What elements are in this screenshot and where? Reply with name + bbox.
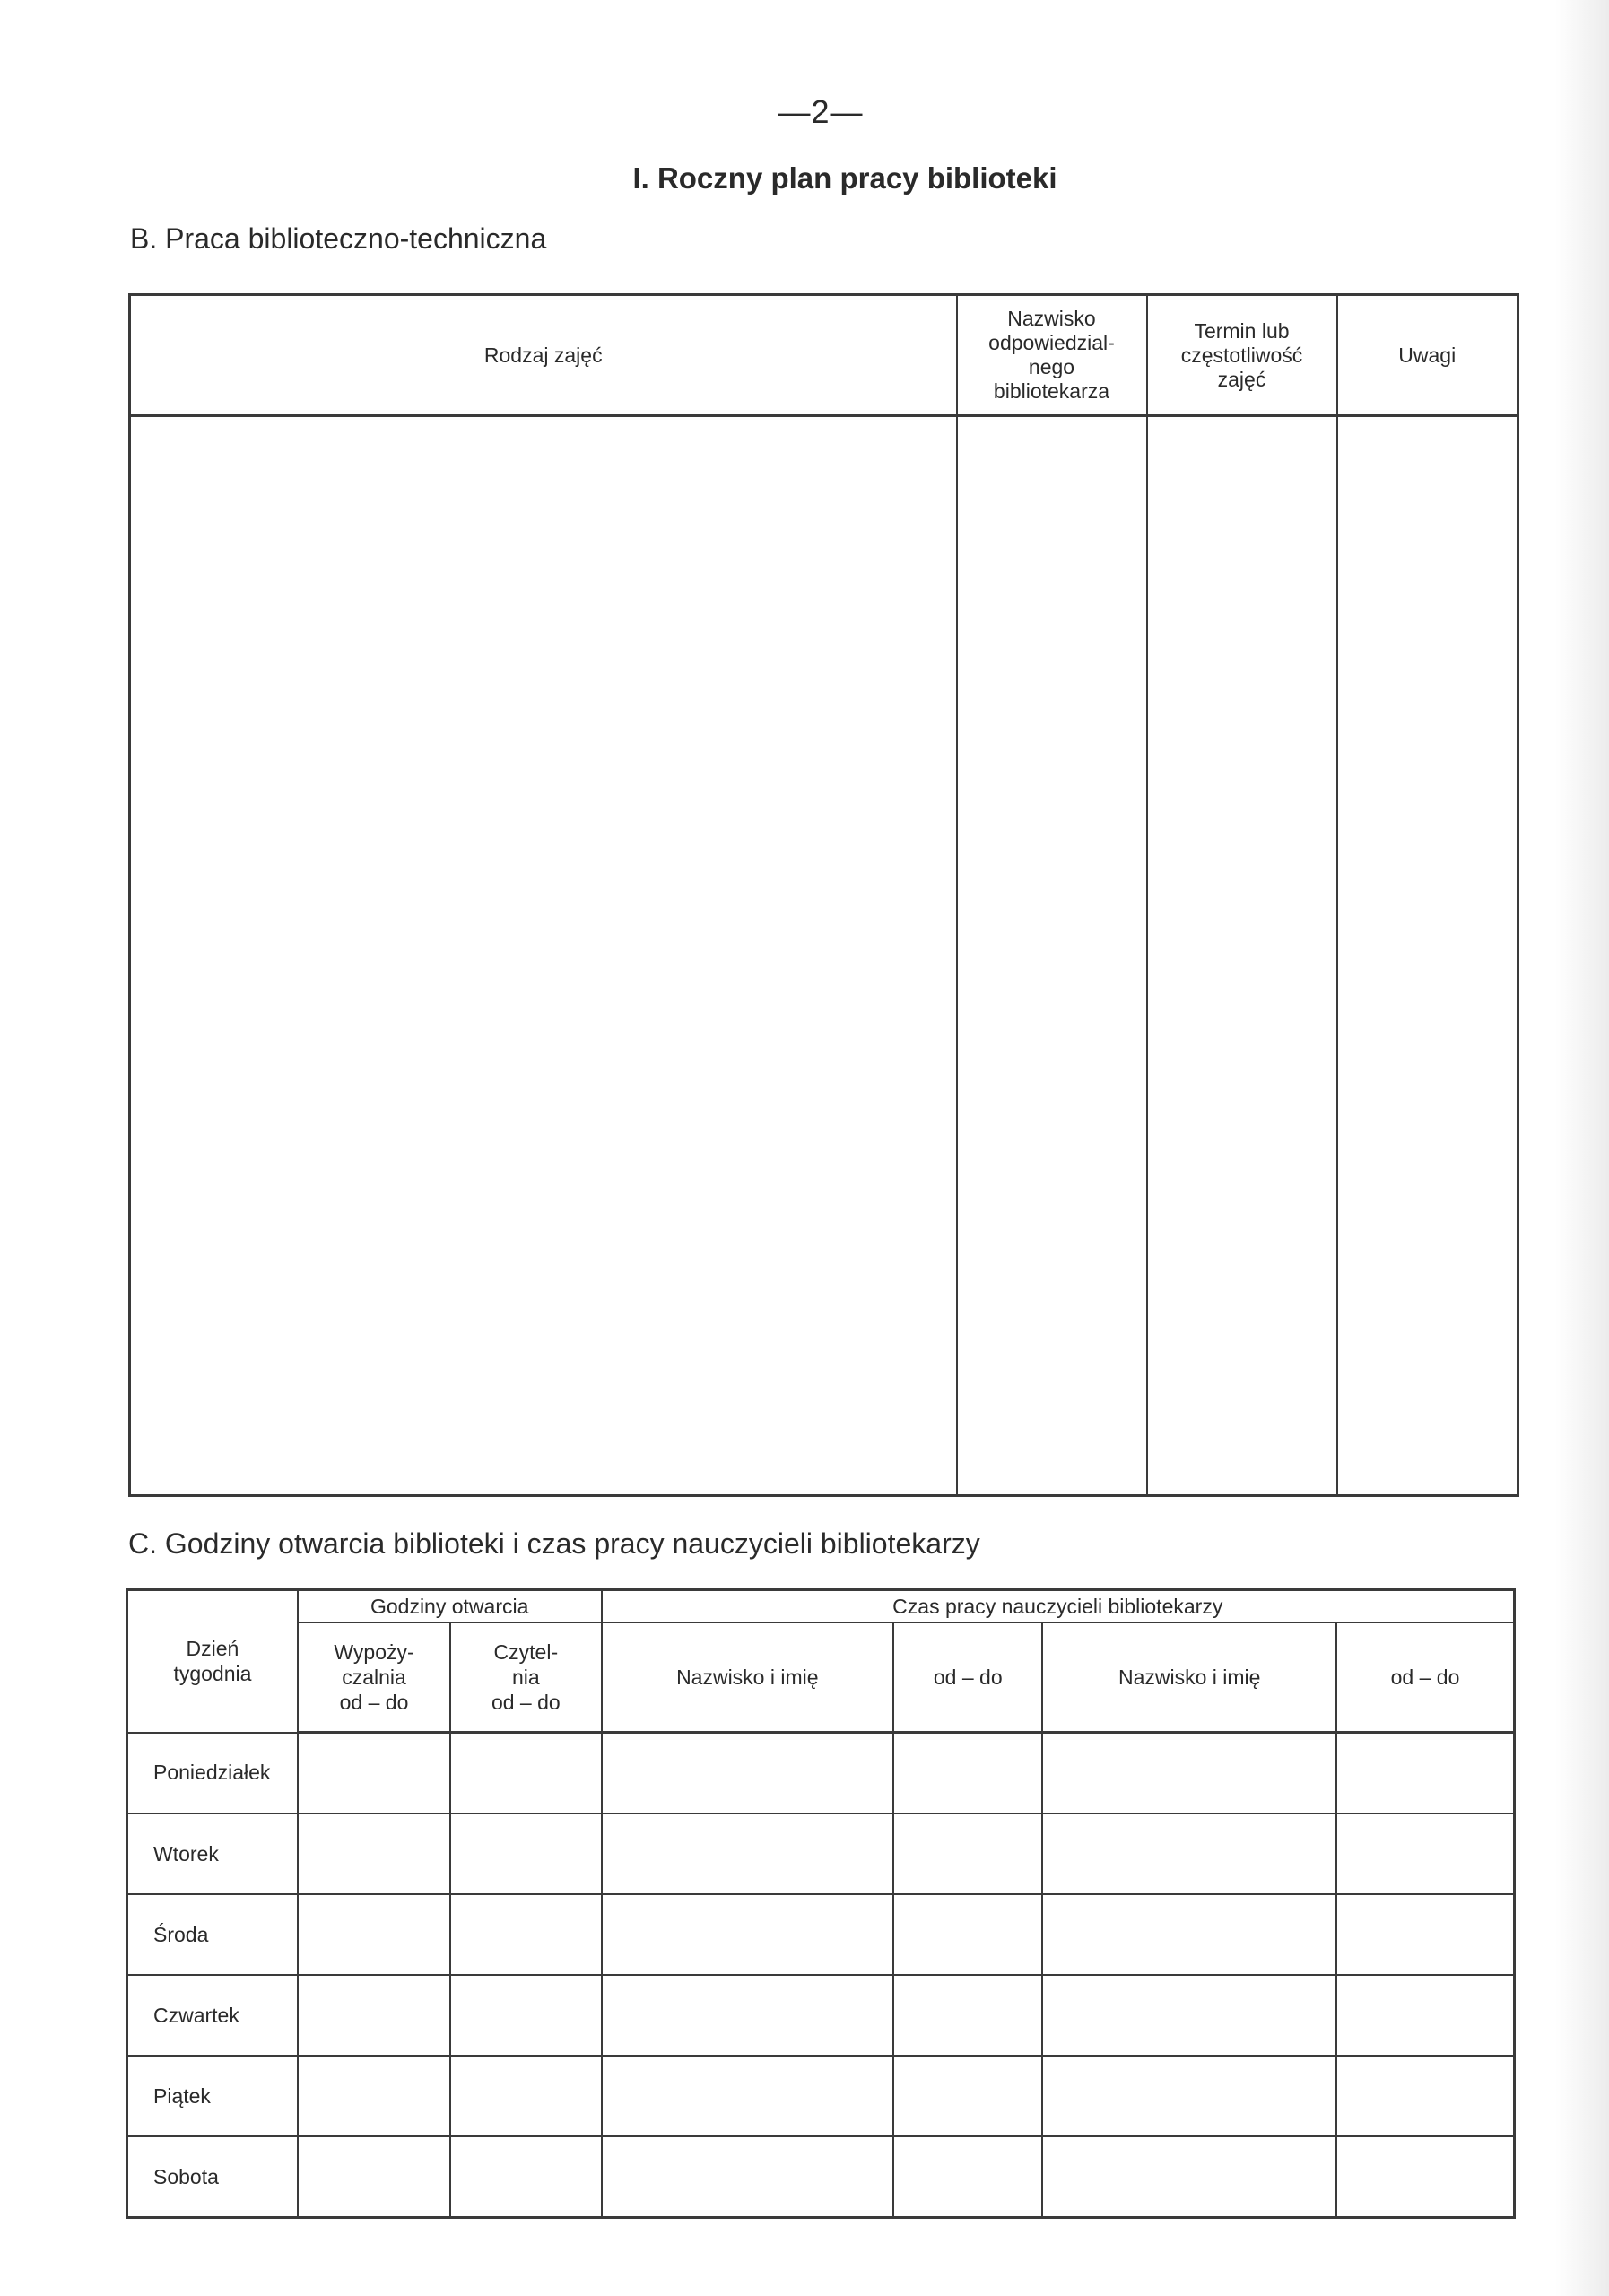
cell-od-do-2[interactable]	[1336, 2136, 1514, 2218]
cell-wypozyczalnia[interactable]	[298, 1975, 450, 2056]
page-edge-shadow	[1555, 0, 1609, 2296]
header-od-do-2: od – do	[1336, 1622, 1514, 1733]
cell-wypozyczalnia[interactable]	[298, 1813, 450, 1894]
cell-od-do-2[interactable]	[1336, 1975, 1514, 2056]
section-b-title: B. Praca biblioteczno-techniczna	[130, 222, 547, 255]
table-row	[127, 1813, 1515, 1894]
cell-od-do-1[interactable]	[893, 2056, 1042, 2136]
cell-czytelnia[interactable]	[450, 1894, 601, 1975]
table-row	[127, 1975, 1515, 2056]
header-czytelnia: Czytel- nia od – do	[450, 1622, 601, 1733]
day-label: Wtorek	[127, 1813, 298, 1894]
cell-nazwisko-1[interactable]	[602, 1733, 894, 1814]
cell-od-do-1[interactable]	[893, 1975, 1042, 2056]
cell-od-do-2[interactable]	[1336, 1813, 1514, 1894]
cell-nazwisko-1[interactable]	[602, 1813, 894, 1894]
cell-wypozyczalnia[interactable]	[298, 1733, 450, 1814]
cell-czytelnia[interactable]	[450, 2056, 601, 2136]
cell-nazwisko-2[interactable]	[1042, 1975, 1336, 2056]
cell-termin-zajec[interactable]	[1147, 416, 1337, 1496]
cell-od-do-2[interactable]	[1336, 1733, 1514, 1814]
cell-od-do-1[interactable]	[893, 1813, 1042, 1894]
header-nazwisko-1: Nazwisko i imię	[602, 1622, 894, 1733]
cell-czytelnia[interactable]	[450, 1733, 601, 1814]
library-technical-work-table	[128, 293, 1519, 1497]
day-label: Środa	[127, 1894, 298, 1975]
page-number: —2—	[778, 93, 864, 130]
header-nazwisko-2: Nazwisko i imię	[1042, 1622, 1336, 1733]
cell-od-do-2[interactable]	[1336, 2056, 1514, 2136]
cell-rodzaj-zajec[interactable]	[130, 416, 957, 1496]
cell-wypozyczalnia[interactable]	[298, 2136, 450, 2218]
cell-uwagi[interactable]	[1337, 416, 1518, 1496]
cell-od-do-1[interactable]	[893, 2136, 1042, 2218]
header-czas-pracy: Czas pracy nauczycieli bibliotekarzy	[602, 1590, 1515, 1623]
cell-od-do-2[interactable]	[1336, 1894, 1514, 1975]
header-uwagi: Uwagi	[1337, 295, 1518, 416]
document-title: I. Roczny plan pracy biblioteki	[632, 161, 1057, 195]
table-row	[127, 1894, 1515, 1975]
table-row	[130, 416, 1518, 1496]
day-label: Czwartek	[127, 1975, 298, 2056]
cell-wypozyczalnia[interactable]	[298, 1894, 450, 1975]
opening-hours-table	[126, 1588, 1516, 2219]
table-row	[127, 2136, 1515, 2218]
cell-nazwisko-1[interactable]	[602, 2136, 894, 2218]
day-label: Poniedziałek	[127, 1733, 298, 1814]
cell-od-do-1[interactable]	[893, 1894, 1042, 1975]
table-row	[127, 1733, 1515, 1814]
section-c-title: C. Godziny otwarcia biblioteki i czas pracy nauczycieli bibliotekarzy	[128, 1527, 980, 1560]
cell-nazwisko-2[interactable]	[1042, 2136, 1336, 2218]
cell-nazwisko-2[interactable]	[1042, 1813, 1336, 1894]
cell-nazwisko-bibliotekarza[interactable]	[957, 416, 1147, 1496]
cell-nazwisko-2[interactable]	[1042, 1733, 1336, 1814]
header-dzien-tygodnia: Dzień tygodnia	[127, 1590, 298, 1733]
cell-nazwisko-1[interactable]	[602, 2056, 894, 2136]
header-godziny-otwarcia: Godziny otwarcia	[298, 1590, 602, 1623]
cell-nazwisko-2[interactable]	[1042, 2056, 1336, 2136]
cell-czytelnia[interactable]	[450, 2136, 601, 2218]
cell-czytelnia[interactable]	[450, 1975, 601, 2056]
cell-nazwisko-2[interactable]	[1042, 1894, 1336, 1975]
cell-nazwisko-1[interactable]	[602, 1894, 894, 1975]
header-od-do-1: od – do	[893, 1622, 1042, 1733]
header-termin-zajec: Termin lub częstotliwość zajęć	[1147, 295, 1337, 416]
day-label: Sobota	[127, 2136, 298, 2218]
cell-czytelnia[interactable]	[450, 1813, 601, 1894]
table-row	[127, 2056, 1515, 2136]
cell-nazwisko-1[interactable]	[602, 1975, 894, 2056]
header-wypozyczalnia: Wypoży- czalnia od – do	[298, 1622, 450, 1733]
day-label: Piątek	[127, 2056, 298, 2136]
cell-od-do-1[interactable]	[893, 1733, 1042, 1814]
header-rodzaj-zajec: Rodzaj zajęć	[130, 295, 957, 416]
header-nazwisko-bibliotekarza: Nazwisko odpowiedzial- nego bibliotekarza	[957, 295, 1147, 416]
cell-wypozyczalnia[interactable]	[298, 2056, 450, 2136]
